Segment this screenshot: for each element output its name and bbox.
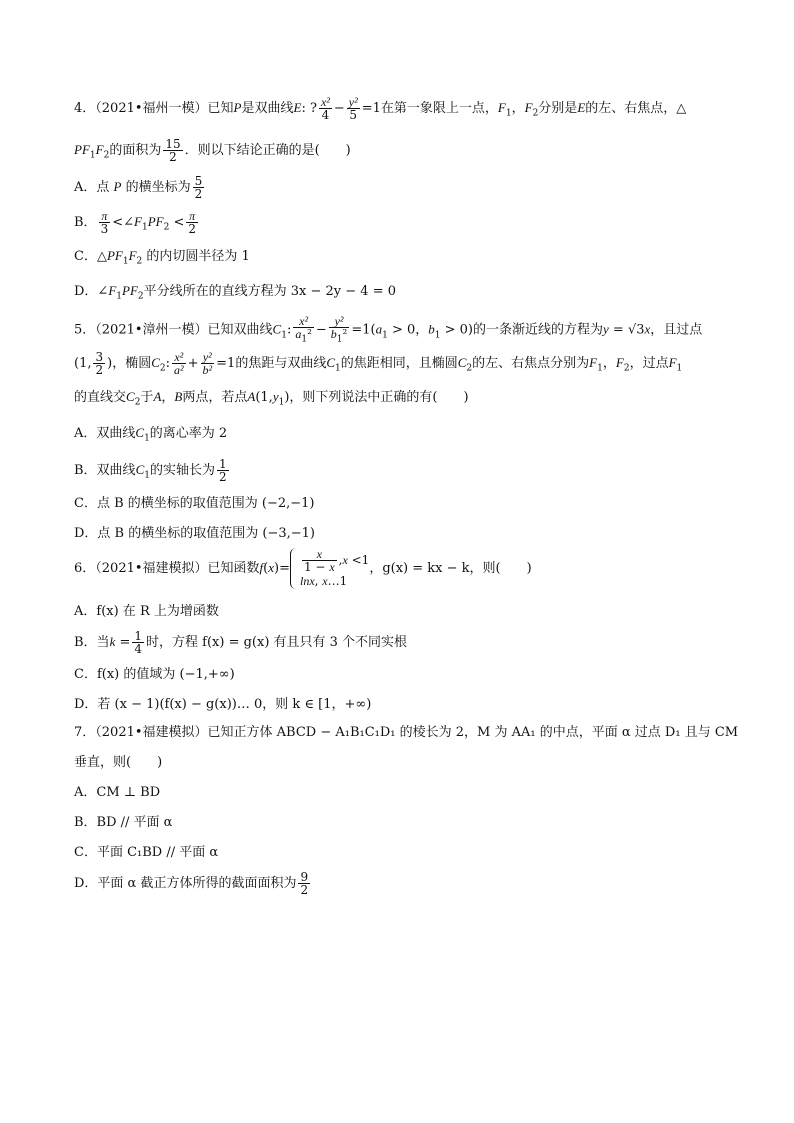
- q7-line2: 垂直，则( ): [74, 754, 163, 770]
- q5-line2: (1, $\frac{3}{2}$ )，椭圆$C_2$: $\frac{\text{x²}}{\text{a²}}$ + $\frac{\text{y²}}{\text{b²}}$ =1的焦距与双曲线$C_1$的焦距相同，且椭圆$C_2$的左、右焦点分别为$F_1$，$F_2$，过点$F_1$: [74, 350, 683, 378]
- q4-option-c: C．$\triangle PF_1F_2$ 的内切圆半径为 1: [74, 247, 250, 267]
- q4-option-b: B． $\frac{\pi}{3}$ $<\angle F_1PF_2$ < $\frac{\pi}{2}$: [74, 209, 196, 237]
- q6-option-c: C．f(x) 的值域为 (−1,+∞): [74, 666, 235, 682]
- q5-line1: 5．（2021•漳州一模）已知双曲线$C_1$: $\frac{\text{x²}}{a_1^2}$ − $\frac{\text{y²}}{b_1^2}$ $=1(a_1 > 0$，$b_1 > 0$)的一条渐近线的方程为y = √3x，且过点: [74, 313, 703, 345]
- q7-option-d: D．平面 α 截正方体所得的截面面积为 $\frac{9}{2}$: [74, 869, 309, 897]
- q5-option-b: B．双曲线$C_1$的实轴长为 $\frac{1}{2}$: [74, 457, 227, 485]
- q7-option-b: B．BD // 平面 α: [74, 814, 173, 830]
- q4-option-a: A．点 P 的横坐标为 $\frac{5}{2}$: [74, 174, 203, 202]
- q5-option-c: C．点 B 的横坐标的取值范围为 (−2,−1): [74, 495, 315, 511]
- q4-line2: $PF_1F_2$的面积为 $\frac{15}{2}$ ．则以下结论正确的是( ): [74, 136, 351, 164]
- q4-line1: 4．（2021•福州一模）已知P是双曲线E: ? $\frac{\text{x²}}{4}$ − $\frac{\text{y²}}{5}$ =1在第一象限上一点，$F_1$，$F_2$分别是E的左、右焦点，△: [74, 95, 687, 122]
- q4-option-d: D．$\angle F_1PF_2$平分线所在的直线方程为 3x − 2y − 4 = 0: [74, 283, 397, 302]
- q7-option-c: C．平面 C₁BD // 平面 α: [74, 844, 219, 860]
- q5-option-a: A．双曲线$C_1$的离心率为 2: [74, 424, 228, 444]
- q6-option-d: D．若 (x − 1)(f(x) − g(x))… 0，则 k ∈ [1，+∞): [74, 696, 372, 712]
- q6-option-a: A．f(x) 在 R 上为增函数: [74, 603, 219, 619]
- q5-option-d: D．点 B 的横坐标的取值范围为 (−3,−1): [74, 525, 315, 541]
- q7-line1: 7．（2021•福建模拟）已知正方体 ABCD − A₁B₁C₁D₁ 的棱长为 2，M 为 AA₁ 的中点，平面 α 过点 D₁ 且与 CM: [74, 724, 739, 740]
- q6-option-b: B．当k = $\frac{1}{4}$ 时，方程 f(x) = g(x) 有且只有 3 个不同实根: [74, 628, 408, 656]
- q7-option-a: A．CM ⊥ BD: [74, 784, 161, 800]
- q5-line3: 的直线交$C_2$于A，B两点，若点$A(1,y_1)$，则下列说法中正确的有( ): [74, 388, 469, 408]
- document-page: [74, 95, 764, 897]
- q6-line1: 6．（2021•福建模拟）已知函数f(x)= $\frac{x}{1 - x}$ ,x <1 lnx, x…1 ，g(x) = kx − k，则( ): [74, 546, 532, 588]
